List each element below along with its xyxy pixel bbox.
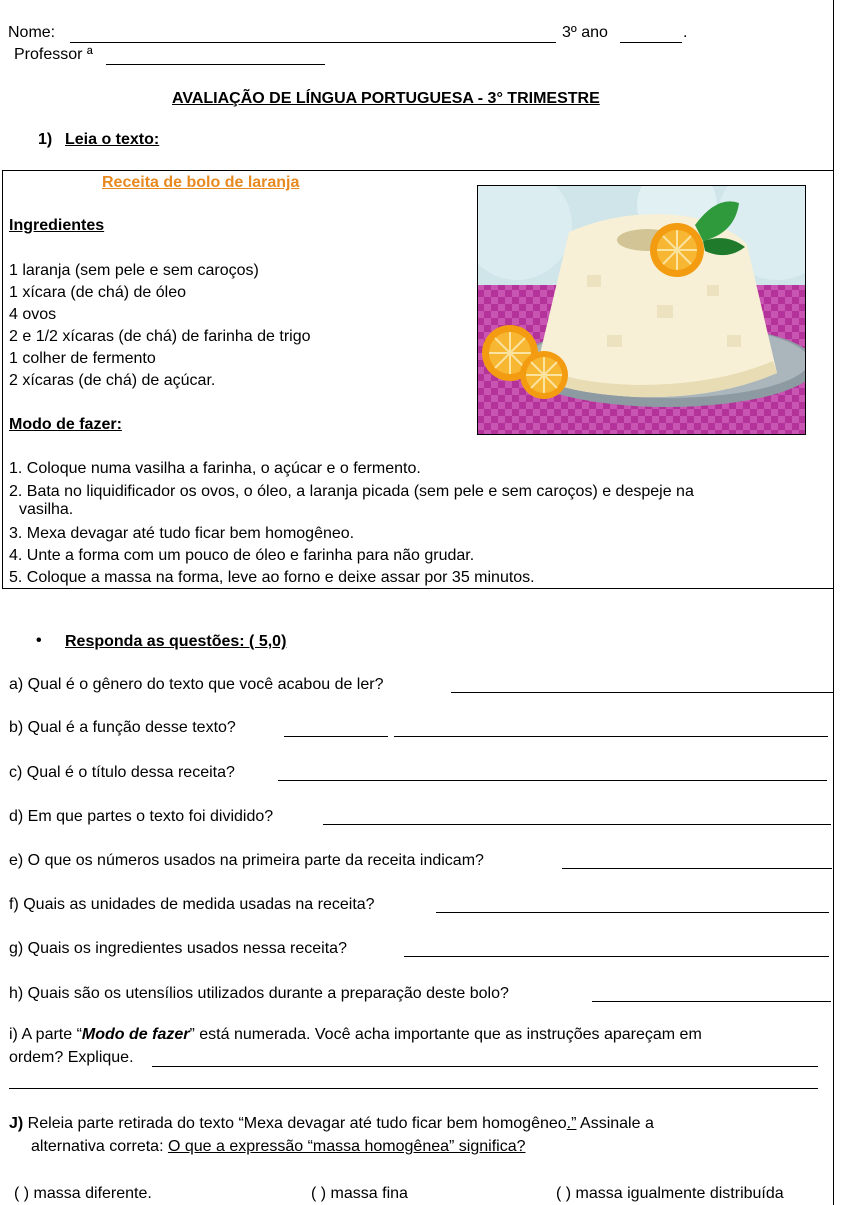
question-i-emphasis: Modo de fazer <box>81 1026 190 1043</box>
ingredient-item: 1 colher de fermento <box>9 350 156 367</box>
ingredient-item: 2 xícaras (de chá) de açúcar. <box>9 372 216 389</box>
name-label: Nome: <box>8 24 56 41</box>
orange-cake-illustration <box>477 185 806 435</box>
answer-f-line[interactable] <box>436 912 829 913</box>
answer-c-line[interactable] <box>278 780 827 781</box>
question-j-text: Releia parte retirada do texto “Mexa devagar até tudo ficar bem homogêneo <box>23 1115 567 1132</box>
grade-label: 3º ano <box>562 24 608 41</box>
teacher-label: Professor ª <box>14 46 93 63</box>
step-item-continued: vasilha. <box>19 501 74 518</box>
grade-field[interactable] <box>620 42 682 43</box>
answer-i-line-2[interactable] <box>9 1088 818 1089</box>
grade-end: . <box>683 24 688 41</box>
ingredient-item: 2 e 1/2 xícaras (de chá) de farinha de trigo <box>9 328 311 345</box>
question-i-prefix: i) A parte “ <box>9 1026 82 1043</box>
question-i <box>9 1026 702 1044</box>
question-j-tail: Assinale a <box>576 1115 654 1132</box>
ingredient-item: 1 xícara (de chá) de óleo <box>9 284 186 301</box>
question-e: e) O que os números usados na primeira parte da receita indicam? <box>9 852 484 869</box>
question-j-quote-end: .” <box>566 1115 577 1132</box>
question-j-question: O que a expressão “massa homogênea” significa? <box>167 1138 526 1155</box>
teacher-field[interactable] <box>106 64 325 65</box>
option-massa-distribuida[interactable]: ( ) massa igualmente distribuída <box>556 1185 784 1202</box>
question-i-suffix: ” está numerada. Você acha importante que as instruções apareçam em <box>189 1026 702 1043</box>
question-c: c) Qual é o título dessa receita? <box>9 764 235 781</box>
recipe-title: Receita de bolo de laranja <box>102 174 300 191</box>
question-j-text2: alternativa correta: <box>31 1138 168 1155</box>
answer-b-line-1[interactable] <box>284 736 388 737</box>
answer-d-line[interactable] <box>323 824 831 825</box>
answer-a-line[interactable] <box>451 692 833 693</box>
answer-i-line-1[interactable] <box>152 1066 818 1067</box>
question-i-line2: ordem? Explique. <box>9 1049 134 1066</box>
option-massa-fina[interactable]: ( ) massa fina <box>311 1185 408 1202</box>
method-heading: Modo de fazer: <box>9 416 122 433</box>
answer-h-line[interactable] <box>592 1001 831 1002</box>
name-field[interactable] <box>70 42 556 43</box>
question-b: b) Qual é a função desse texto? <box>9 719 236 736</box>
step-item: 4. Unte a forma com um pouco de óleo e farinha para não grudar. <box>9 547 475 564</box>
answer-e-line[interactable] <box>562 868 832 869</box>
questions-title: Responda as questões: ( 5,0) <box>65 633 287 650</box>
question-f: f) Quais as unidades de medida usadas na receita? <box>9 896 375 913</box>
option-massa-diferente[interactable]: ( ) massa diferente. <box>14 1185 152 1202</box>
answer-g-line[interactable] <box>404 956 829 957</box>
ingredient-item: 4 ovos <box>9 306 57 323</box>
step-item: 1. Coloque numa vasilha a farinha, o açúcar e o fermento. <box>9 460 421 477</box>
questions-bullet: • <box>36 632 42 649</box>
exam-title: AVALIAÇÃO DE LÍNGUA PORTUGUESA - 3° TRIMESTRE <box>172 90 600 107</box>
step-item: 5. Coloque a massa na forma, leve ao forno e deixe assar por 35 minutos. <box>9 569 535 586</box>
question-j-label: J) <box>9 1115 24 1132</box>
section-title: Leia o texto: <box>65 131 160 148</box>
question-j <box>9 1115 654 1133</box>
step-item: 3. Mexa devagar até tudo ficar bem homogêneo. <box>9 525 355 542</box>
step-item: 2. Bata no liquidificador os ovos, o óleo, a laranja picada (sem pele e sem caroços) e despeje na <box>9 483 694 500</box>
question-d: d) Em que partes o texto foi dividido? <box>9 808 274 825</box>
question-a: a) Qual é o gênero do texto que você acabou de ler? <box>9 676 384 693</box>
section-number: 1) <box>38 131 53 148</box>
ingredient-item: 1 laranja (sem pele e sem caroços) <box>9 262 259 279</box>
question-h: h) Quais são os utensílios utilizados durante a preparação deste bolo? <box>9 985 509 1002</box>
question-j-line2 <box>31 1138 525 1156</box>
question-g: g) Quais os ingredientes usados nessa receita? <box>9 940 347 957</box>
ingredients-heading: Ingredientes <box>9 217 105 234</box>
answer-b-line-2[interactable] <box>394 736 828 737</box>
